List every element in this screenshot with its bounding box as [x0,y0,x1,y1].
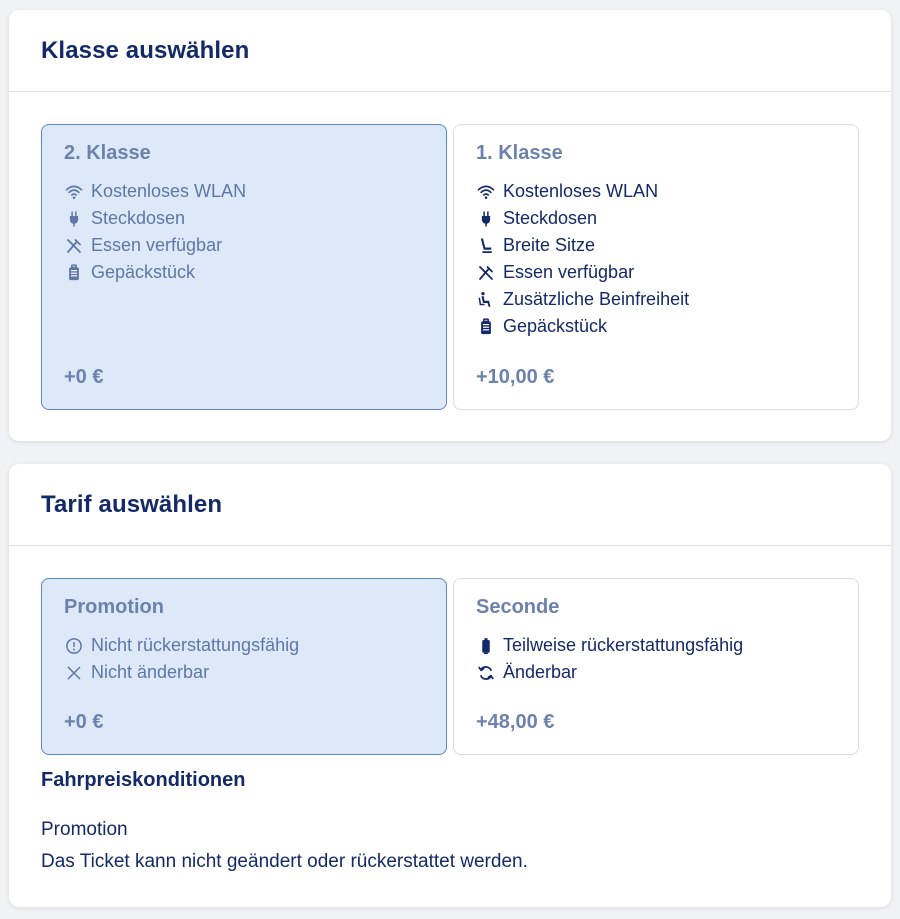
legroom-icon [476,290,496,310]
feature-label: Nicht rückerstattungsfähig [91,635,300,655]
feature-label: Kostenloses WLAN [91,181,247,201]
luggage-icon [476,317,496,337]
fare-conditions-description: Das Ticket kann nicht geändert oder rückerstattet werden. [41,851,528,872]
fare-conditions-title: Fahrpreiskonditionen [41,769,246,791]
class-option-second[interactable] [41,124,447,410]
class-option-title: 2. Klasse [64,142,151,164]
feature-label: Steckdosen [91,208,186,228]
class-selection-header [9,10,891,92]
fare-conditions [41,769,861,878]
tariff-selection-title: Tarif auswählen [41,490,223,518]
cutlery-icon [64,236,84,256]
feature-label: Gepäckstück [91,262,196,282]
tariff-option-seconde[interactable] [453,578,859,755]
feature-label: Gepäckstück [503,316,608,336]
class-option-price: +10,00 € [476,366,555,388]
tariff-option-title: Promotion [64,596,164,618]
feature-label: Essen verfügbar [91,235,223,255]
class-selection-title: Klasse auswählen [41,36,250,64]
feature-label: Teilweise rückerstattungsfähig [503,635,744,655]
feature-item [64,178,424,205]
luggage-icon [64,263,84,283]
tariff-option-promotion[interactable] [41,578,447,755]
feature-item [476,313,836,340]
close-icon [64,663,84,683]
feature-item [476,632,836,659]
class-option-price: +0 € [64,366,104,388]
feature-item [64,659,424,686]
cutlery-icon [476,263,496,283]
feature-item [476,259,836,286]
feature-item [476,286,836,313]
class-option-first[interactable] [453,124,859,410]
seat-icon [476,236,496,256]
fare-conditions-name: Promotion [41,819,128,840]
feature-label: Essen verfügbar [503,262,635,282]
plug-icon [476,209,496,229]
feature-item [476,232,836,259]
wifi-icon [64,182,84,202]
feature-label: Nicht änderbar [91,662,210,682]
feature-label: Steckdosen [503,208,598,228]
tariff-selection-header [9,464,891,546]
feature-label: Änderbar [503,662,578,682]
feature-item [64,205,424,232]
alert-circle-icon [64,636,84,656]
tariff-option-price: +0 € [64,711,104,733]
tariff-option-price: +48,00 € [476,711,555,733]
feature-label: Breite Sitze [503,235,596,255]
class-option-title: 1. Klasse [476,142,563,164]
refund-icon [476,636,496,656]
tariff-selection-panel [9,464,891,907]
feature-label: Kostenloses WLAN [503,181,659,201]
feature-item [476,659,836,686]
tariff-option-title: Seconde [476,596,560,618]
class-selection-panel [9,10,891,441]
feature-item [476,178,836,205]
feature-item [476,205,836,232]
exchange-icon [476,663,496,683]
feature-item [64,232,424,259]
feature-item [64,632,424,659]
plug-icon [64,209,84,229]
feature-item [64,259,424,286]
wifi-icon [476,182,496,202]
feature-label: Zusätzliche Beinfreiheit [503,289,690,309]
